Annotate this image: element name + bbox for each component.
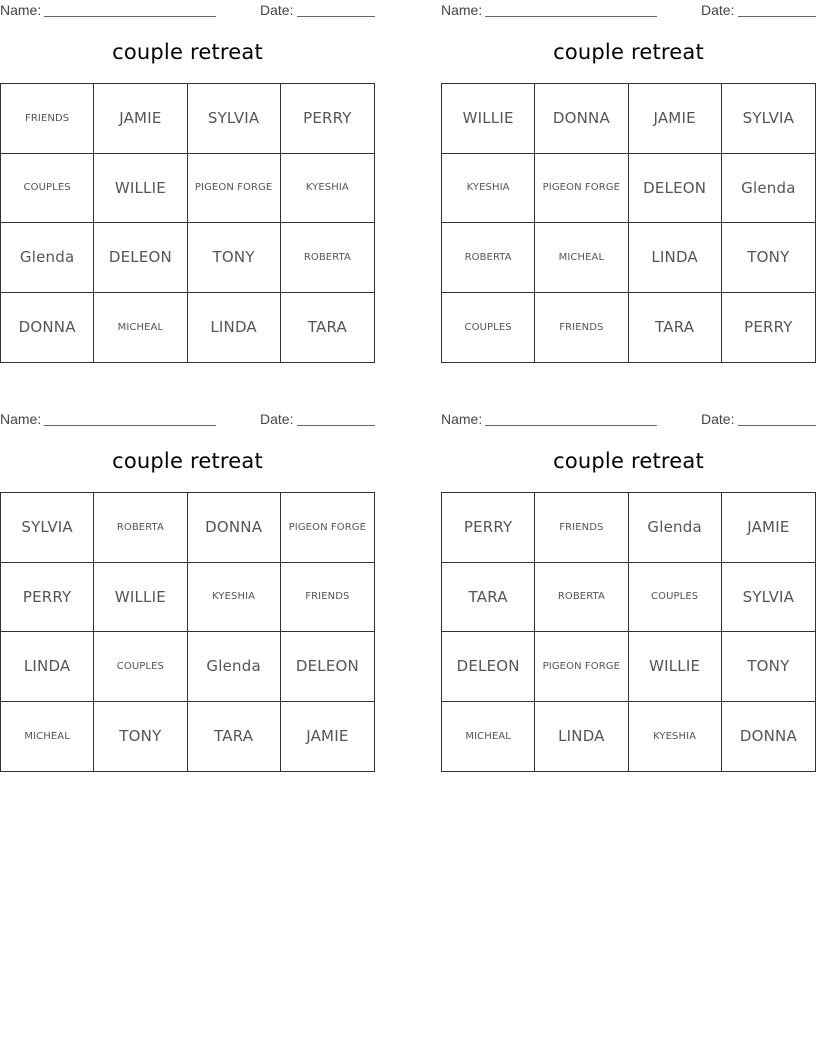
bingo-cell[interactable]: SYLVIA [722,563,815,633]
name-label: Name: [0,2,42,18]
bingo-cell[interactable]: COUPLES [629,563,722,633]
bingo-card-1 [0,0,375,365]
bingo-cell[interactable]: LINDA [1,632,94,702]
date-field[interactable] [738,2,816,17]
bingo-cell[interactable]: DONNA [739,727,797,746]
name-date-row [0,411,375,429]
bingo-cell[interactable]: PERRY [281,84,374,154]
bingo-cell[interactable]: DONNA [535,84,628,154]
date-label: Date: [260,411,294,427]
bingo-cell[interactable]: PERRY [442,493,535,563]
bingo-cell[interactable]: TARA [307,318,347,337]
bingo-cell[interactable]: TARA [629,293,722,363]
date-label: Date: [701,411,735,427]
date-field[interactable] [297,411,375,426]
bingo-cell[interactable]: DELEON [629,154,722,224]
bingo-cell[interactable]: SYLVIA [722,84,815,154]
bingo-cell[interactable]: FRIENDS [535,293,628,363]
bingo-cell[interactable]: LINDA [535,702,628,772]
bingo-cell[interactable]: DELEON [94,223,187,293]
bingo-cell[interactable]: JAMIE [306,727,349,746]
bingo-cell[interactable]: WILLIE [442,84,535,154]
bingo-cell[interactable]: DELEON [442,632,535,702]
bingo-cell[interactable]: KYESHIA [281,154,374,224]
bingo-cell[interactable]: LINDA [188,293,281,363]
card-title: couple retreat [553,40,704,64]
bingo-cell[interactable]: Glenda [188,632,281,702]
name-field[interactable] [44,411,216,426]
bingo-card-4 [441,409,816,774]
bingo-cell[interactable]: FRIENDS [535,493,628,563]
bingo-cell[interactable]: TONY [188,223,281,293]
bingo-cell[interactable]: COUPLES [94,632,187,702]
bingo-cell[interactable]: JAMIE [629,84,722,154]
name-label: Name: [0,411,42,427]
bingo-cell[interactable]: WILLIE [629,632,722,702]
bingo-cell[interactable]: PERRY [744,318,793,337]
name-field[interactable] [44,2,216,17]
bingo-grid [441,492,816,772]
bingo-cell[interactable]: MICHEAL [94,293,187,363]
name-label: Name: [441,2,483,18]
card-title: couple retreat [112,449,263,473]
bingo-cell[interactable]: ROBERTA [94,493,187,563]
name-date-row [441,411,816,429]
bingo-cell[interactable]: DONNA [188,493,281,563]
bingo-cell[interactable]: COUPLES [1,154,94,224]
bingo-cell[interactable]: WILLIE [94,563,187,633]
bingo-cell[interactable]: PIGEON FORGE [281,493,374,563]
bingo-grid [0,492,375,772]
bingo-cell[interactable]: ROBERTA [442,223,535,293]
bingo-cell[interactable]: JAMIE [94,84,187,154]
name-date-row [0,2,375,20]
bingo-cell[interactable]: KYESHIA [188,563,281,633]
name-date-row [441,2,816,20]
bingo-cell[interactable]: JAMIE [722,493,815,563]
date-label: Date: [701,2,735,18]
bingo-cell[interactable]: TARA [188,702,281,772]
bingo-cell[interactable]: PIGEON FORGE [535,154,628,224]
bingo-grid [441,83,816,363]
bingo-card-2 [441,0,816,365]
bingo-cell[interactable]: SYLVIA [1,493,94,563]
bingo-cell[interactable]: PIGEON FORGE [535,632,628,702]
bingo-cell[interactable]: MICHEAL [442,702,535,772]
date-label: Date: [260,2,294,18]
bingo-cell[interactable]: TARA [442,563,535,633]
bingo-cell[interactable]: MICHEAL [535,223,628,293]
bingo-cell[interactable]: Glenda [722,154,815,224]
bingo-cell[interactable]: Glenda [1,223,94,293]
bingo-card-3 [0,409,375,774]
bingo-cell[interactable]: TONY [722,223,815,293]
date-field[interactable] [738,411,816,426]
bingo-cell[interactable]: ROBERTA [281,223,374,293]
bingo-cell[interactable]: DONNA [1,293,94,363]
bingo-cell[interactable]: ROBERTA [535,563,628,633]
card-title: couple retreat [112,40,263,64]
bingo-cell[interactable]: TONY [94,702,187,772]
bingo-cell[interactable]: Glenda [629,493,722,563]
bingo-grid [0,83,375,363]
bingo-cell[interactable]: PERRY [1,563,94,633]
bingo-cell[interactable]: SYLVIA [188,84,281,154]
bingo-cell[interactable]: FRIENDS [281,563,374,633]
bingo-cell[interactable]: KYESHIA [442,154,535,224]
bingo-cell[interactable]: PIGEON FORGE [188,154,281,224]
bingo-cell[interactable]: MICHEAL [1,702,94,772]
bingo-cell[interactable]: KYESHIA [629,702,722,772]
bingo-cell[interactable]: COUPLES [442,293,535,363]
bingo-cell[interactable]: FRIENDS [1,84,94,154]
bingo-cell[interactable]: WILLIE [94,154,187,224]
name-field[interactable] [485,411,657,426]
bingo-cell[interactable]: LINDA [629,223,722,293]
date-field[interactable] [297,2,375,17]
name-field[interactable] [485,2,657,17]
name-label: Name: [441,411,483,427]
bingo-cell[interactable]: TONY [722,632,815,702]
card-title: couple retreat [553,449,704,473]
bingo-cell[interactable]: DELEON [281,632,374,702]
